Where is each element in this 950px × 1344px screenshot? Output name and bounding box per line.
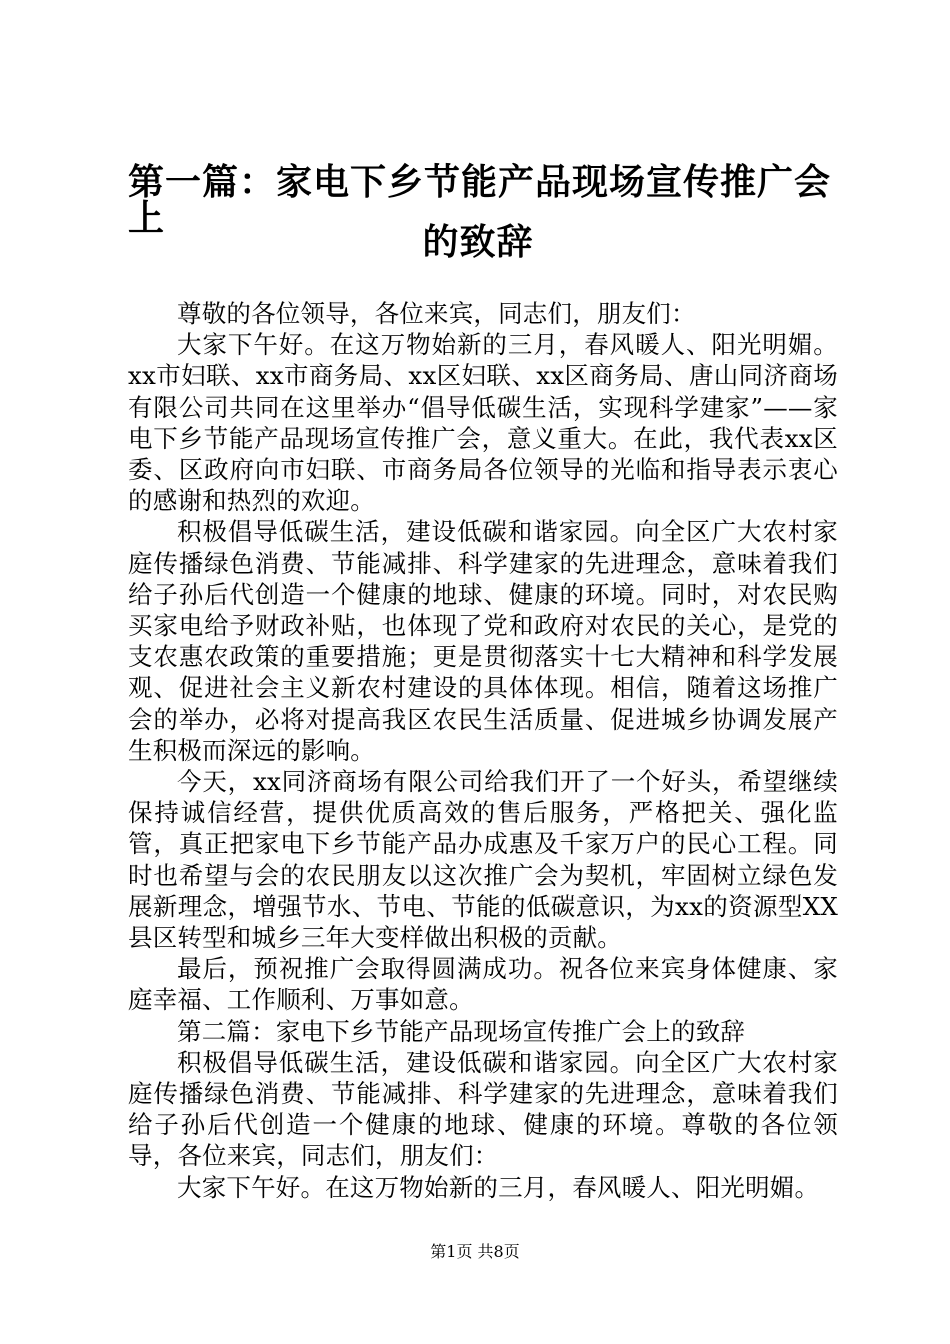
paragraph: 大家下午好。在这万物始新的三月，春风暖人、阳光明媚。xx市妇联、xx市商务局、xx区妇联、xx区商务局、唐山同济商场有限公司共同在这里举办“倡导低碳生活，实现科学建家”——家电下乡节能产品现场宣传推广会，意义重大。在此，我代表xx区委、区政府向市妇联、市商务局各位领导的光临和指导表示衷心的感谢和热烈的欢迎。	[128, 330, 838, 516]
document-title-line-2: 的致辞	[422, 221, 534, 263]
page-number-footer: 第1页 共8页	[430, 1242, 520, 1261]
section-heading: 第二篇：家电下乡节能产品现场宣传推广会上的致辞	[177, 1016, 746, 1046]
paragraph: 积极倡导低碳生活，建设低碳和谐家园。向全区广大农村家庭传播绿色消费、节能减排、科学建家的先进理念，意味着我们给子孙后代创造一个健康的地球、健康的环境。同时，对农民购买家电给予财政补贴，也体现了党和政府对农民的关心，是党的支农惠农政策的重要措施；更是贯彻落实十七大精神和科学发展观、促进社会主义新农村建设的具体体现。相信，随着这场推广会的举办，必将对提高我区农民生活质量、促进城乡协调发展产生积极而深远的影响。	[128, 517, 838, 765]
paragraph: 大家下午好。在这万物始新的三月，春风暖人、阳光明媚。	[177, 1172, 820, 1202]
document-title-line-1: 第一篇：家电下乡节能产品现场宣传推广会上	[128, 161, 832, 239]
paragraph: 积极倡导低碳生活，建设低碳和谐家园。向全区广大农村家庭传播绿色消费、节能减排、科学建家的先进理念，意味着我们给子孙后代创造一个健康的地球、健康的环境。尊敬的各位领导，各位来宾，同志们，朋友们：	[128, 1047, 838, 1171]
paragraph: 尊敬的各位领导，各位来宾，同志们，朋友们：	[177, 299, 696, 328]
document-body	[128, 298, 838, 1203]
paragraph: 最后，预祝推广会取得圆满成功。祝各位来宾身体健康、家庭幸福、工作顺利、万事如意。	[128, 954, 838, 1015]
paragraph: 今天，xx同济商场有限公司给我们开了一个好头，希望继续保持诚信经营，提供优质高效的售后服务，严格把关、强化监管，真正把家电下乡节能产品办成惠及千家万户的民心工程。同时也希望与会的农民朋友以这次推广会为契机，牢固树立绿色发展新理念，增强节水、节电、节能的低碳意识，为xx的资源型XX县区转型和城乡三年大变样做出积极的贡献。	[128, 767, 838, 953]
